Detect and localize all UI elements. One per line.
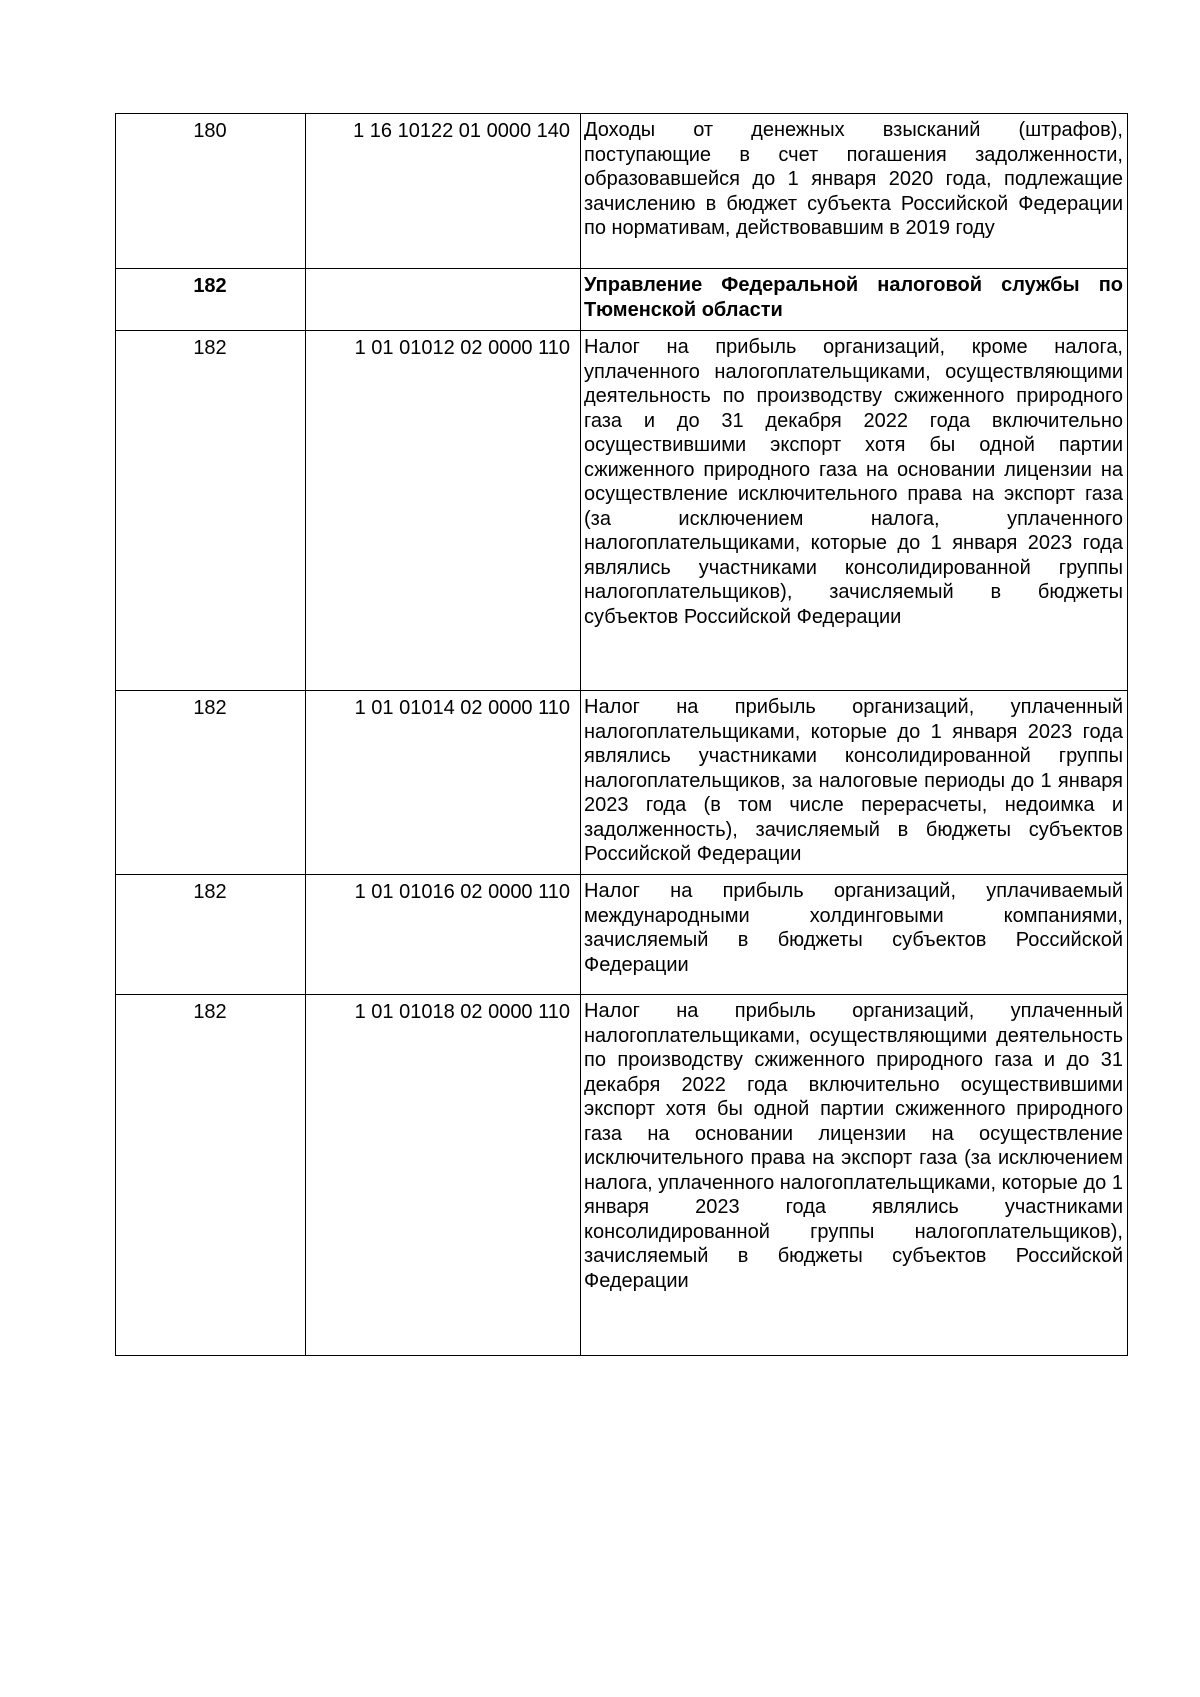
table-row bbox=[116, 995, 1128, 1356]
revenue-codes-table bbox=[115, 113, 1128, 1356]
revenue-name-cell: Налог на прибыль организаций, уплачиваемый международными холдинговыми компаниями, зачисляемый в бюджеты субъектов Российской Федерации bbox=[581, 875, 1128, 995]
table-row bbox=[116, 875, 1128, 995]
admin-code-cell: 182 bbox=[116, 995, 306, 1356]
revenue-name-cell: Налог на прибыль организаций, кроме налога, уплаченного налогоплательщиками, осуществляющими деятельность по производству сжиженного природного газа и до 31 декабря 2022 года включительно осуществившими экспорт хотя бы одной партии сжиженного природного газа на основании лицензии на осуществление исключительного права на экспорт газа (за исключением налога, уплаченного налогоплательщиками, которые до 1 января 2023 года являлись участниками консолидированной группы налогоплательщиков), зачисляемый в бюджеты субъектов Российской Федерации bbox=[581, 331, 1128, 691]
kbk-code-cell: 1 01 01012 02 0000 110 bbox=[306, 331, 581, 691]
kbk-code-cell: 1 16 10122 01 0000 140 bbox=[306, 114, 581, 269]
admin-code-cell: 180 bbox=[116, 114, 306, 269]
kbk-code-cell bbox=[306, 269, 581, 331]
admin-code-cell: 182 bbox=[116, 331, 306, 691]
kbk-code-cell: 1 01 01018 02 0000 110 bbox=[306, 995, 581, 1356]
admin-code-cell: 182 bbox=[116, 269, 306, 331]
kbk-code-cell: 1 01 01014 02 0000 110 bbox=[306, 691, 581, 875]
table-row bbox=[116, 331, 1128, 691]
kbk-code-cell: 1 01 01016 02 0000 110 bbox=[306, 875, 581, 995]
table-row bbox=[116, 114, 1128, 269]
revenue-name-cell: Доходы от денежных взысканий (штрафов), поступающие в счет погашения задолженности, образовавшейся до 1 января 2020 года, подлежащие зачислению в бюджет субъекта Российской Федерации по нормативам, действовавшим в 2019 году bbox=[581, 114, 1128, 269]
admin-code-cell: 182 bbox=[116, 875, 306, 995]
revenue-name-cell: Управление Федеральной налоговой службы по Тюменской области bbox=[581, 269, 1128, 331]
table-row-section-header bbox=[116, 269, 1128, 331]
revenue-name-cell: Налог на прибыль организаций, уплаченный налогоплательщиками, которые до 1 января 2023 года являлись участниками консолидированной группы налогоплательщиков, за налоговые периоды до 1 января 2023 года (в том числе перерасчеты, недоимка и задолженность), зачисляемый в бюджеты субъектов Российской Федерации bbox=[581, 691, 1128, 875]
revenue-name-cell: Налог на прибыль организаций, уплаченный налогоплательщиками, осуществляющими деятельность по производству сжиженного природного газа и до 31 декабря 2022 года включительно осуществившими экспорт хотя бы одной партии сжиженного природного газа на основании лицензии на осуществление исключительного права на экспорт газа (за исключением налога, уплаченного налогоплательщиками, которые до 1 января 2023 года являлись участниками консолидированной группы налогоплательщиков), зачисляемый в бюджеты субъектов Российской Федерации bbox=[581, 995, 1128, 1356]
table-row bbox=[116, 691, 1128, 875]
admin-code-cell: 182 bbox=[116, 691, 306, 875]
